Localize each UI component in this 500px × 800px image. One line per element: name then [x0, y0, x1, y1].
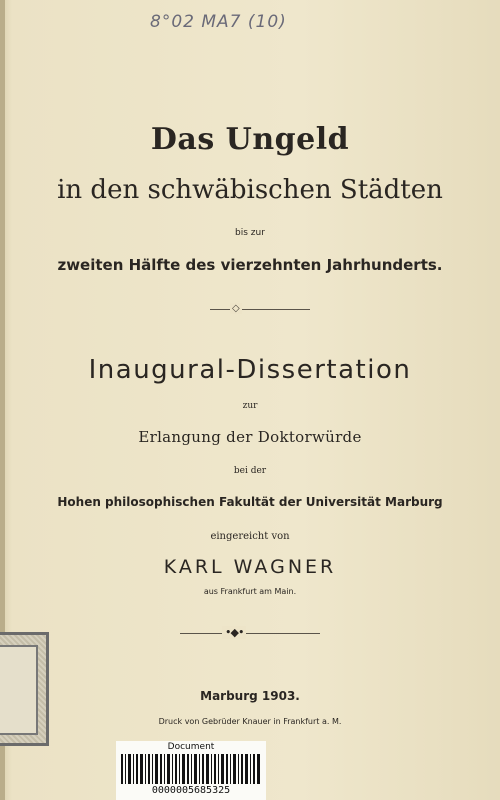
book-subtitle: in den schwäbischen Städten [57, 175, 443, 205]
dissertation-heading: Inaugural-Dissertation [88, 355, 412, 385]
imprint-place-year: Marburg 1903. [200, 689, 300, 703]
barcode-icon [121, 754, 261, 784]
imprint-printer: Druck von Gebrüder Knauer in Frankfurt a. M. [158, 717, 342, 726]
author-name: KARL WAGNER [163, 556, 337, 578]
library-stamp-icon [0, 632, 49, 746]
author-origin: aus Frankfurt am Main. [203, 587, 297, 596]
dissertation-purpose: Erlangung der Doktorwürde [138, 428, 362, 446]
title-period: zweiten Hälfte des vierzehnten Jahrhunderts. [57, 256, 443, 274]
dissertation-bei-der: bei der [233, 466, 267, 476]
divider-line-bottom [180, 633, 320, 634]
divider-line-top [210, 309, 310, 310]
barcode-number: 0000005685325 [151, 785, 231, 796]
ornament-bottom-icon: •◆• [222, 626, 246, 639]
handwritten-shelfmark: 8°02 MA7 (10) [150, 12, 287, 32]
dissertation-zur: zur [242, 401, 258, 411]
barcode-sticker [116, 741, 266, 800]
barcode-label: Document [167, 742, 215, 752]
faculty-name: Hohen philosophischen Fakultät der Universität Marburg [57, 495, 443, 509]
book-title: Das Ungeld [150, 122, 350, 157]
diamond-ornament-icon: ◇ [232, 303, 240, 314]
title-connector: bis zur [235, 228, 265, 238]
submitted-by: eingereicht von [210, 531, 290, 542]
library-stamp-inner [0, 645, 38, 735]
